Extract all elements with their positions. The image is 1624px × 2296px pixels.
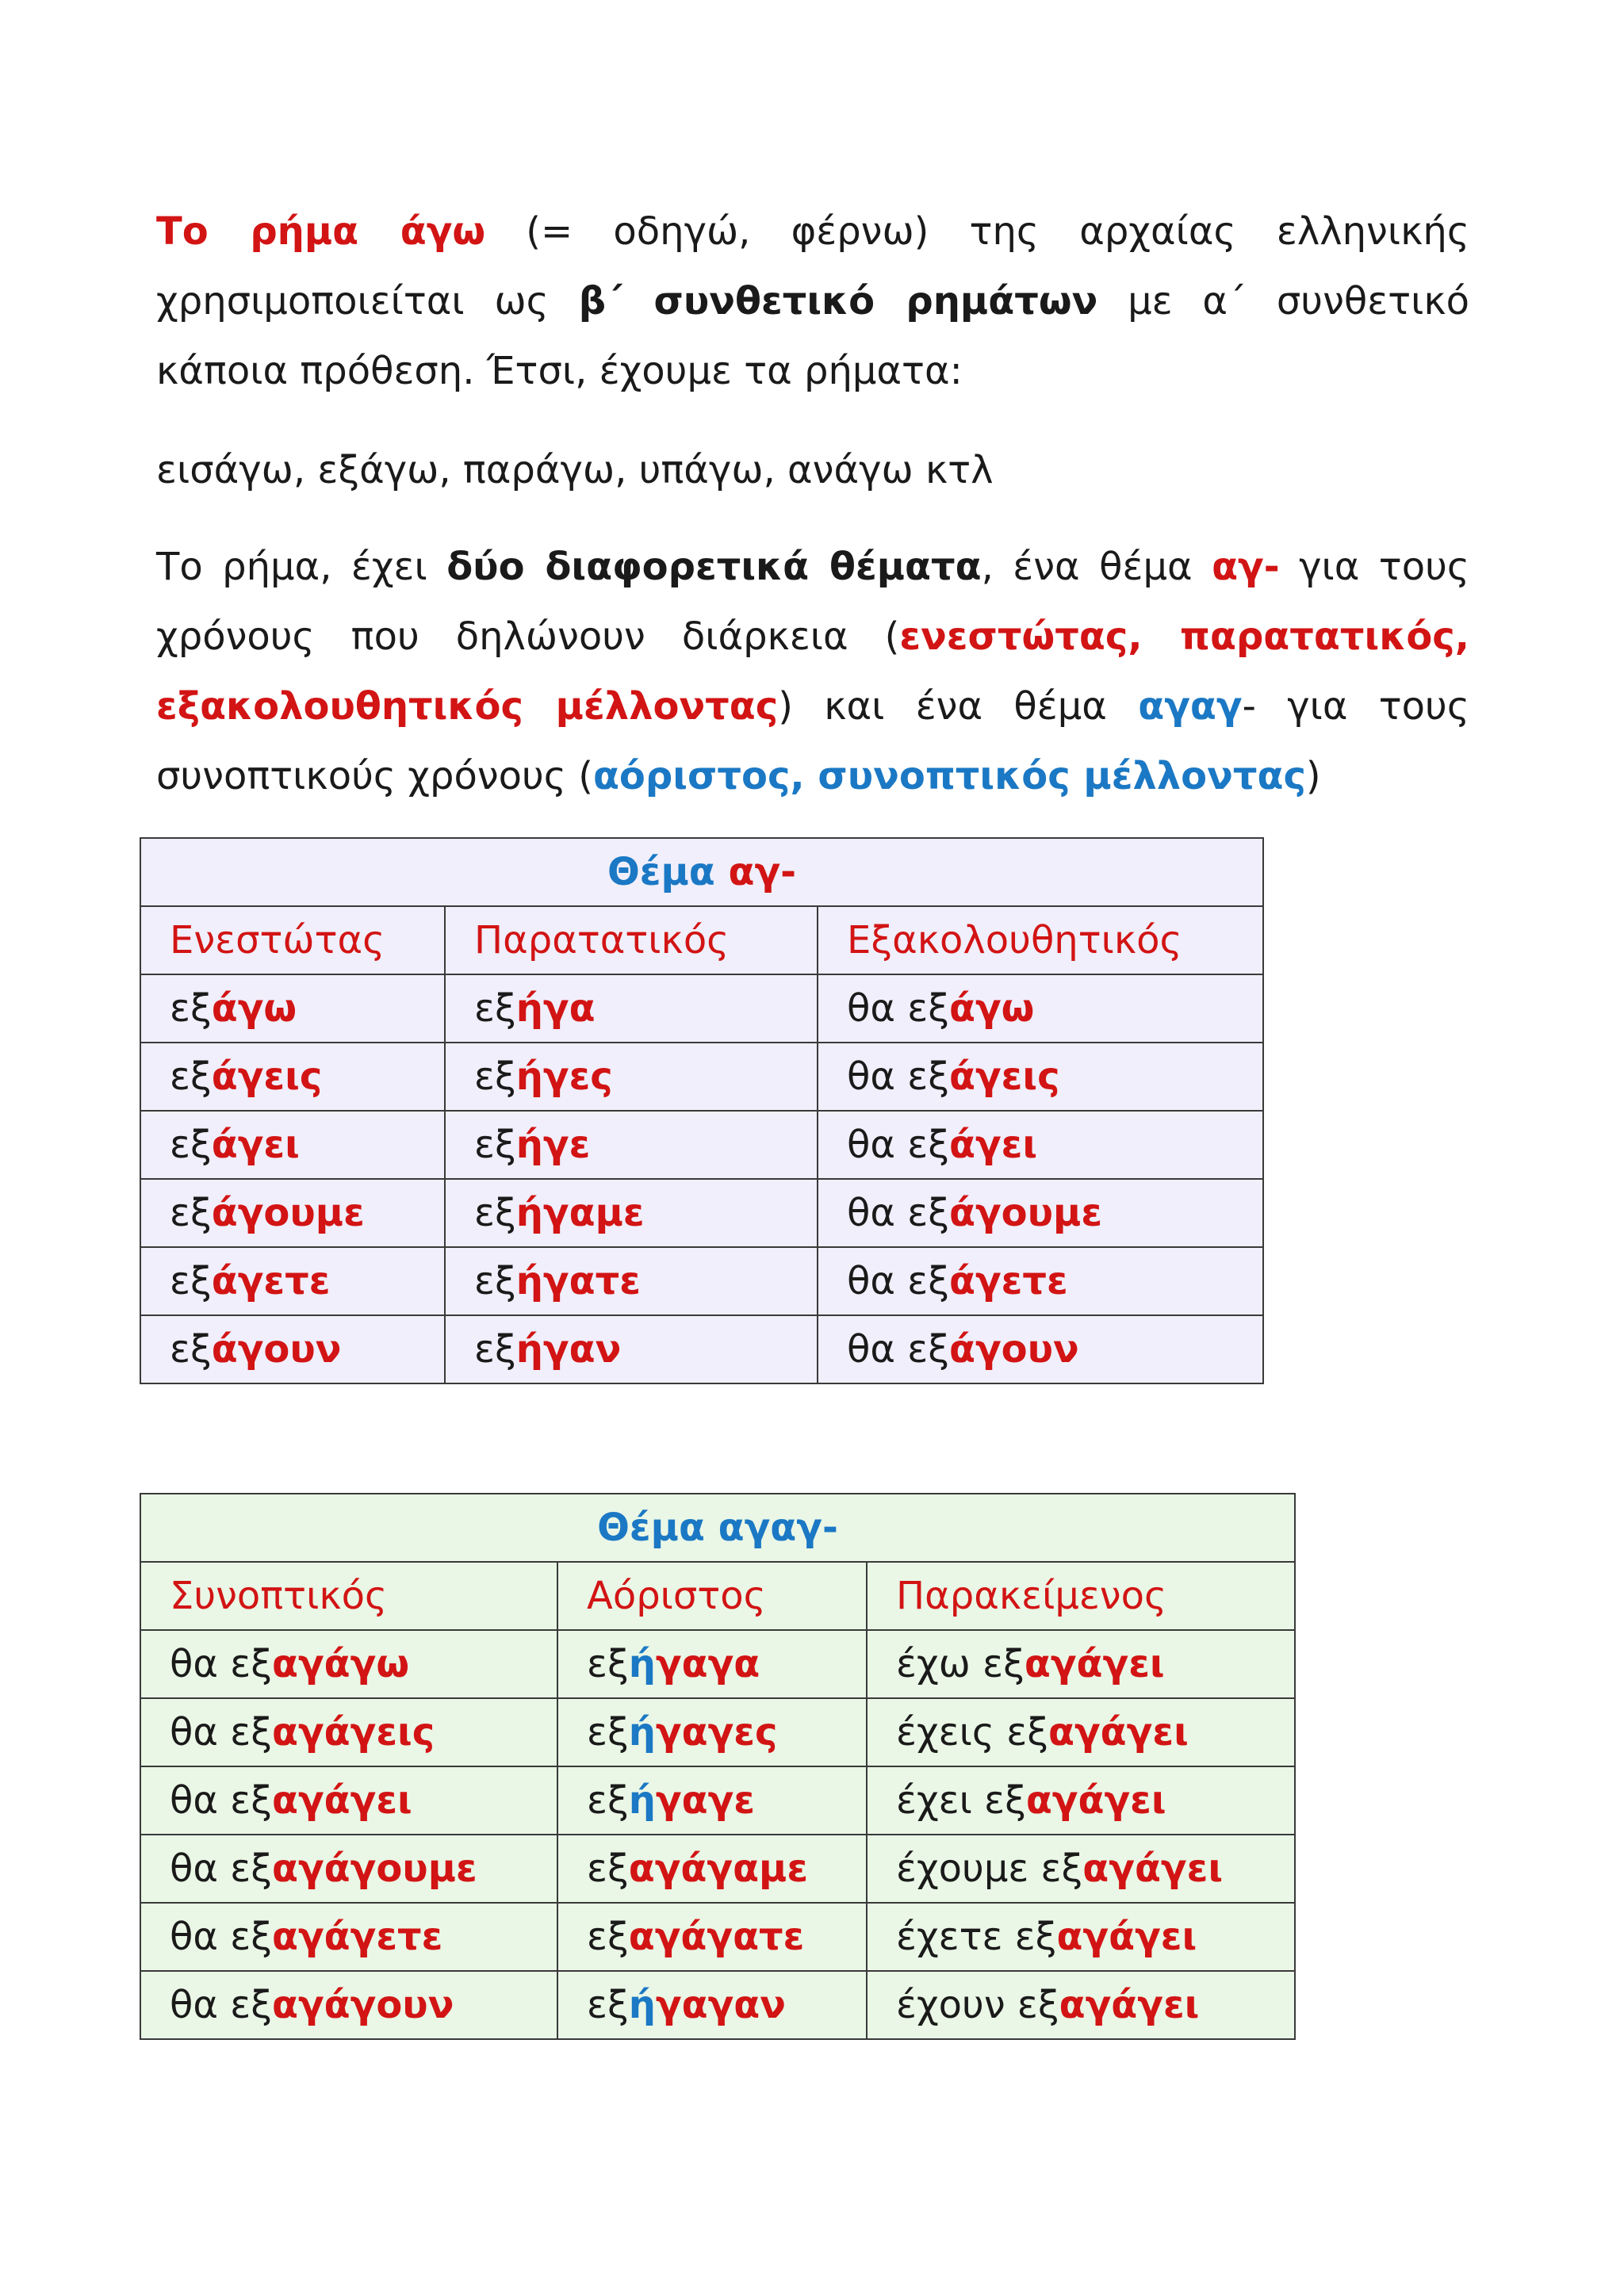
cell-ending: ήγαν [515,1327,622,1372]
column-header: Αόριστος [557,1562,867,1630]
column-header: Εξακολουθητικός [818,906,1263,974]
table-cell [818,1179,1263,1247]
cell-ending: αγάγω [271,1642,410,1686]
cell-prefix: εξ [474,1123,516,1167]
cell-ending: αγάγατε [628,1915,805,1959]
intro-verb-highlight: Το ρήμα άγω [156,209,486,254]
cell-ending: αγάγετε [271,1915,443,1959]
cell-ending: ήγατε [515,1259,641,1303]
table-row [140,1247,1263,1315]
cell-prefix: θα εξ [170,1778,272,1823]
cell-prefix: έχεις εξ [896,1710,1048,1755]
table-cell [140,1630,557,1698]
cell-ending: ήγαμε [515,1191,645,1235]
cell-prefix: θα εξ [847,1259,949,1303]
cell-prefix: θα εξ [170,1983,272,2027]
table-row [140,1315,1263,1383]
table-caption [140,838,1263,906]
intro-paragraph-3 [156,532,1469,811]
verb-list: εισάγω, εξάγω, παράγω, υπάγω, ανάγω κτλ [156,448,994,492]
cell-ending: αγάγουμε [271,1846,477,1891]
table-cell [445,1247,818,1315]
table-cell [867,1698,1295,1766]
intro-text: Το ρήμα, έχει [156,545,447,589]
intro-bold-term: δύο διαφορετικά θέματα [446,545,982,589]
table-cell [140,1835,557,1903]
cell-ending: άγουμε [211,1191,365,1235]
cell-prefix: εξ [587,1983,629,2027]
table-stem-ag [140,837,1264,1384]
table-cell [140,1698,557,1766]
cell-ending: αγάγει [1048,1710,1189,1755]
stem-agag-highlight: αγαγ [1138,684,1243,729]
table-cell [867,1630,1295,1698]
cell-ending: άγει [211,1123,300,1167]
cell-ending: ήγε [515,1123,591,1167]
table-cell [140,1971,557,2039]
caption-text: Θέμα αγαγ- [597,1506,838,1550]
table-cell [818,1043,1263,1111]
cell-ending: αγάγει [1025,1778,1166,1823]
table-cell [140,974,445,1043]
cell-ending: γαγα [655,1642,760,1686]
table-cell [140,1903,557,1971]
cell-ending: γαγε [655,1778,755,1823]
cell-prefix: εξ [170,986,212,1031]
cell-prefix: θα εξ [847,1327,949,1372]
cell-ending: γαγες [655,1710,778,1755]
table-cell [867,1903,1295,1971]
aorist-tenses-highlight: αόριστος, συνοπτικός μέλλοντας [592,754,1306,798]
cell-ending: αγάγει [1056,1915,1197,1959]
table-cell [557,1971,867,2039]
cell-prefix: έχουμε εξ [896,1846,1083,1891]
intro-text: ) [1305,754,1321,798]
table-cell [818,1247,1263,1315]
table-row [140,1043,1263,1111]
cell-prefix: θα εξ [170,1710,272,1755]
cell-prefix: έχει εξ [896,1778,1026,1823]
column-header: Συνοπτικός [140,1562,557,1630]
cell-prefix: έχετε εξ [896,1915,1057,1959]
table-body [140,974,1263,1383]
table-cell [140,1179,445,1247]
intro-text: για τους χρόνους που δηλώνουν διάρκεια ( [156,545,1470,659]
cell-ending: αγάγει [1059,1983,1200,2027]
cell-prefix: εξ [474,1259,516,1303]
cell-ending: άγουμε [948,1191,1103,1235]
table-cell [445,1179,818,1247]
cell-augment: ή [628,1710,656,1755]
cell-prefix: θα εξ [170,1915,272,1959]
table-row [140,1971,1295,2039]
table-body [140,1630,1295,2039]
cell-ending: ήγα [515,986,596,1031]
cell-prefix: έχουν εξ [896,1983,1059,2027]
cell-ending: άγω [211,986,297,1031]
table-row [140,1903,1295,1971]
table-cell [140,1111,445,1179]
table-cell [818,974,1263,1043]
table-cell [867,1835,1295,1903]
table-cell [867,1971,1295,2039]
intro-text: - για τους συνοπτικούς χρόνους ( [156,684,1469,798]
column-header: Παρακείμενος [867,1562,1295,1630]
cell-ending: άγω [948,986,1035,1031]
cell-prefix: εξ [587,1710,629,1755]
cell-prefix: θα εξ [847,1123,949,1167]
cell-ending: αγάγεις [271,1710,435,1755]
table-cell [445,1315,818,1383]
table-cell [140,1043,445,1111]
cell-ending: άγετε [948,1259,1068,1303]
cell-ending: ήγες [515,1054,613,1099]
cell-prefix: θα εξ [847,1191,949,1235]
table-row [140,1698,1295,1766]
cell-prefix: εξ [170,1191,212,1235]
cell-ending: αγάγει [1024,1642,1165,1686]
intro-paragraph-1 [156,197,1469,406]
table-cell [557,1903,867,1971]
cell-ending: αγάγει [271,1778,412,1823]
cell-ending: άγει [948,1123,1038,1167]
table-row [140,974,1263,1043]
caption-text: Θέμα [607,850,729,894]
column-header: Παρατατικός [445,906,818,974]
cell-prefix: εξ [170,1054,212,1099]
cell-prefix: εξ [170,1123,212,1167]
column-header: Ενεστώτας [140,906,445,974]
table-caption [140,1494,1295,1562]
cell-augment: ή [628,1778,656,1823]
cell-ending: άγουν [948,1327,1079,1372]
intro-text: ) και ένα θέμα [778,684,1139,729]
table-cell [445,974,818,1043]
table-cell [557,1766,867,1835]
table-row [140,1179,1263,1247]
cell-prefix: εξ [587,1778,629,1823]
table-cell [140,1247,445,1315]
cell-ending: άγουν [211,1327,342,1372]
cell-prefix: εξ [170,1327,212,1372]
cell-prefix: θα εξ [847,1054,949,1099]
stem-ag-highlight: αγ- [1212,545,1280,589]
table-cell [818,1315,1263,1383]
table-row [140,1630,1295,1698]
durative-tenses-highlight: ενεστώτας, παρατατικός, εξακολουθητικός μέλλοντας [156,614,1469,729]
cell-ending: άγεις [211,1054,323,1099]
table-cell [557,1698,867,1766]
cell-ending: αγάγει [1082,1846,1224,1891]
cell-augment: ή [628,1983,656,2027]
table-cell [445,1111,818,1179]
cell-ending: άγεις [948,1054,1060,1099]
cell-prefix: εξ [474,1191,516,1235]
intro-text: με α΄ συνθετικό κάποια πρόθεση. Έτσι, έχουμε τα ρήματα: [156,279,1470,393]
intro-text: , ένα θέμα [981,545,1212,589]
cell-prefix: θα εξ [170,1642,272,1686]
cell-prefix: θα εξ [170,1846,272,1891]
cell-augment: ή [628,1642,656,1686]
cell-prefix: εξ [587,1915,629,1959]
table-cell [867,1766,1295,1835]
table-stem-agag [140,1493,1296,2040]
table-row [140,1766,1295,1835]
cell-ending: αγάγουν [271,1983,454,2027]
cell-prefix: θα εξ [847,986,949,1031]
table-row [140,1111,1263,1179]
cell-prefix: εξ [170,1259,212,1303]
cell-prefix: έχω εξ [896,1642,1025,1686]
cell-prefix: εξ [474,986,516,1031]
table-cell [557,1630,867,1698]
table-cell [818,1111,1263,1179]
table-cell [140,1766,557,1835]
cell-prefix: εξ [474,1054,516,1099]
caption-stem: αγ- [728,850,797,894]
cell-ending: άγετε [211,1259,331,1303]
cell-prefix: εξ [474,1327,516,1372]
intro-text: (= οδηγώ, φέρνω) της αρχαίας ελληνικής χρησιμοποιείται ως [156,209,1469,323]
table-cell [557,1835,867,1903]
table-row [140,1835,1295,1903]
cell-ending: γαγαν [655,1983,786,2027]
cell-prefix: εξ [587,1846,629,1891]
intro-bold-term: β΄ συνθετικό ρημάτων [578,279,1098,323]
table-cell [140,1315,445,1383]
cell-ending: αγάγαμε [628,1846,809,1891]
table-cell [445,1043,818,1111]
cell-prefix: εξ [587,1642,629,1686]
